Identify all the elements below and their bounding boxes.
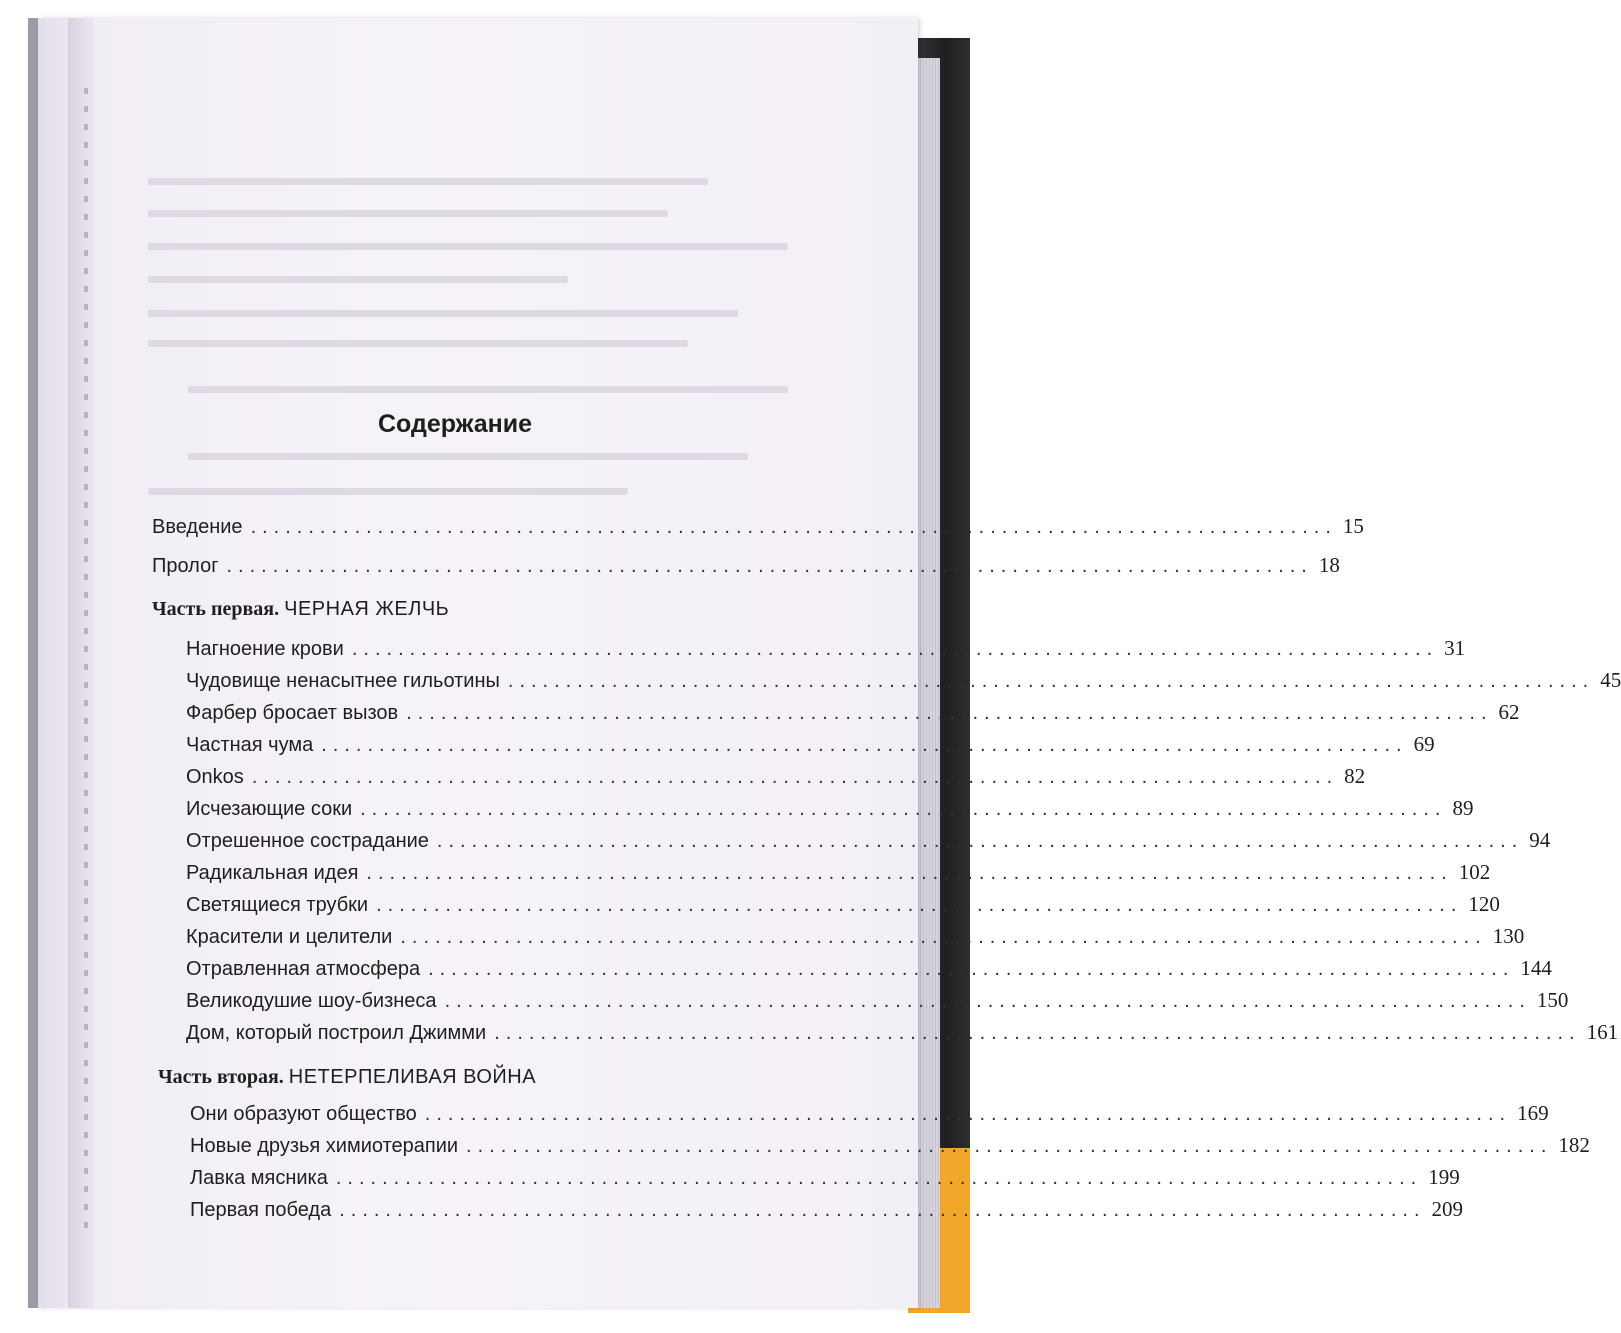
toc-entry-page: 120 — [1468, 892, 1500, 916]
toc-entry-label: Пролог — [152, 555, 219, 577]
leader-dots: .............................................................................................. — [351, 638, 1439, 660]
bleed-through-line — [148, 178, 708, 185]
leader-dots: .............................................................................................. — [376, 894, 1463, 916]
toc-entry-label: Первая победа — [190, 1199, 332, 1221]
toc-entry-label: Великодушие шоу-бизнеса — [186, 990, 437, 1012]
toc-entry-label: Они образуют общество — [190, 1103, 417, 1125]
leader-dots: .............................................................................................. — [466, 1135, 1553, 1157]
toc-entry-page: 82 — [1344, 764, 1366, 788]
leader-dots: .............................................................................................. — [507, 670, 1595, 692]
toc-entry-label: Чудовище ненасытнее гильотины — [186, 670, 500, 692]
toc-chapter[interactable] — [186, 764, 1366, 794]
leader-dots: .............................................................................................. — [406, 702, 1493, 724]
toc-entry-page: 161 — [1586, 1020, 1619, 1044]
toc-chapter[interactable] — [190, 1165, 1460, 1195]
bleed-through-line — [148, 276, 568, 283]
bleed-through-line — [188, 453, 748, 460]
leader-dots: .............................................................................................. — [339, 1199, 1426, 1221]
toc-entry-label: Частная чума — [186, 734, 314, 756]
leader-dots: .............................................................................................. — [444, 990, 1531, 1012]
leader-dots: .............................................................................................. — [366, 862, 1453, 884]
part-one-heading[interactable] — [152, 598, 449, 621]
toc-chapter[interactable] — [186, 700, 1520, 730]
toc-entry-prologue[interactable] — [152, 553, 1340, 583]
toc-entry-page: 130 — [1492, 924, 1525, 948]
leader-dots: .............................................................................................. — [360, 798, 1447, 820]
part-one-tag: Часть первая. — [152, 598, 280, 620]
toc-entry-page: 18 — [1318, 553, 1340, 577]
toc-entry-label: Дом, который построил Джимми — [186, 1022, 487, 1044]
toc-chapter[interactable] — [186, 956, 1552, 986]
part-two-name: НЕТЕРПЕЛИВАЯ ВОЙНА — [288, 1066, 537, 1088]
part-two-tag: Часть вторая. — [158, 1066, 284, 1088]
toc-entry-page: 45 — [1600, 668, 1621, 692]
toc-entry-page: 15 — [1342, 514, 1364, 538]
leader-dots: .............................................................................................. — [226, 555, 1313, 577]
book — [28, 18, 1621, 1308]
bleed-through-line — [148, 210, 668, 217]
toc-entry-label: Отравленная атмосфера — [186, 958, 421, 980]
toc-entry-page: 31 — [1444, 636, 1466, 660]
part-one-name: ЧЕРНАЯ ЖЕЛЧЬ — [284, 598, 450, 620]
bleed-through-line — [148, 340, 688, 347]
toc-entry-label: Новые друзья химиотерапии — [190, 1135, 459, 1157]
toc-chapter[interactable] — [186, 892, 1500, 922]
leader-dots: .............................................................................................. — [424, 1103, 1512, 1125]
bleed-through-line — [188, 386, 788, 393]
part-two-heading[interactable] — [158, 1066, 536, 1089]
toc-entry-page: 69 — [1413, 732, 1435, 756]
toc-entry-page: 209 — [1431, 1197, 1464, 1221]
toc-entry-page: 150 — [1536, 988, 1569, 1012]
toc-chapter[interactable] — [186, 796, 1474, 826]
toc-entry-intro[interactable] — [152, 514, 1364, 544]
toc-entry-page: 199 — [1428, 1165, 1460, 1189]
toc-entry-label: Исчезающие соки — [186, 798, 353, 820]
toc-entry-label: Радикальная идея — [186, 862, 359, 884]
toc-chapter[interactable] — [186, 988, 1569, 1018]
leader-dots: .............................................................................................. — [428, 958, 1515, 980]
toc-entry-label: Введение — [152, 516, 243, 538]
toc-entry-page: 169 — [1517, 1101, 1549, 1125]
toc-chapter[interactable] — [186, 828, 1551, 858]
toc-chapter[interactable] — [186, 1020, 1619, 1050]
toc-entry-page: 102 — [1458, 860, 1491, 884]
toc-entry-label: Отрешенное сострадание — [186, 830, 429, 852]
leader-dots: .............................................................................................. — [251, 766, 1339, 788]
leader-dots: .............................................................................................. — [494, 1022, 1581, 1044]
toc-chapter[interactable] — [186, 668, 1621, 698]
toc-chapter[interactable] — [190, 1101, 1549, 1131]
bleed-through-line — [148, 243, 788, 250]
toc-page — [38, 18, 1621, 1308]
toc-entry-page: 182 — [1558, 1133, 1590, 1157]
binding-stitches — [84, 88, 88, 1238]
bleed-through-line — [148, 488, 628, 495]
toc-entry-page: 144 — [1520, 956, 1552, 980]
toc-entry-label: Onkos — [186, 766, 244, 788]
leader-dots: .............................................................................................. — [335, 1167, 1423, 1189]
toc-entry-page: 94 — [1529, 828, 1551, 852]
leader-dots: .............................................................................................. — [436, 830, 1524, 852]
toc-entry-label: Светящиеся трубки — [186, 894, 369, 916]
leader-dots: .............................................................................................. — [400, 926, 1487, 948]
page-title: Содержание — [378, 410, 533, 438]
toc-entry-page: 62 — [1498, 700, 1520, 724]
toc-chapter[interactable] — [186, 924, 1525, 954]
toc-entry-label: Нагноение крови — [186, 638, 344, 660]
toc-chapter[interactable] — [186, 732, 1435, 762]
toc-entry-label: Красители и целители — [186, 926, 393, 948]
toc-entry-label: Лавка мясника — [190, 1167, 328, 1189]
toc-chapter[interactable] — [190, 1133, 1590, 1163]
toc-chapter[interactable] — [190, 1197, 1464, 1227]
leader-dots: .............................................................................................. — [250, 516, 1337, 538]
toc-entry-label: Фарбер бросает вызов — [186, 702, 399, 724]
page-gutter — [68, 18, 94, 1308]
leader-dots: .............................................................................................. — [321, 734, 1408, 756]
toc-chapter[interactable] — [186, 636, 1466, 666]
toc-entry-page: 89 — [1452, 796, 1474, 820]
bleed-through-line — [148, 310, 738, 317]
toc-chapter[interactable] — [186, 860, 1491, 890]
